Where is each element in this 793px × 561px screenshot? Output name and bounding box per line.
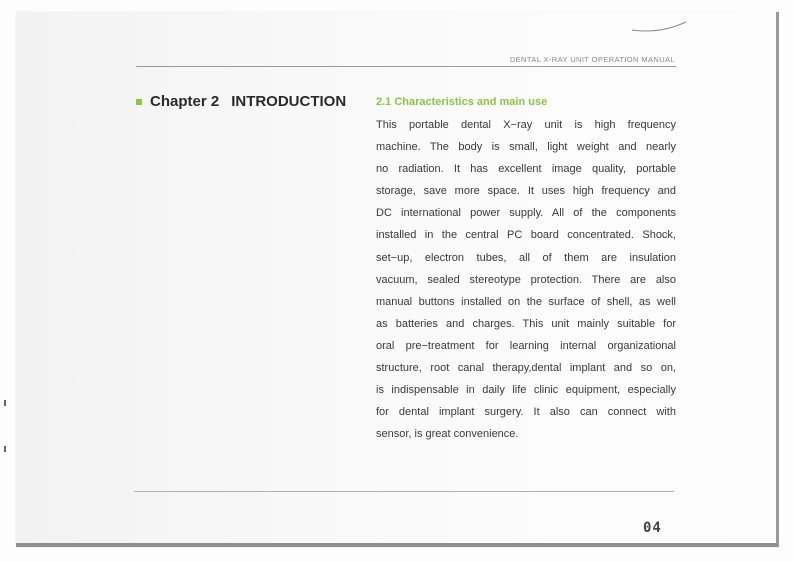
body-line: is indispensable in daily life clinic equipment, especially — [376, 384, 676, 397]
section-body — [376, 114, 676, 445]
section-title: 2.1 Characteristics and main use — [376, 96, 548, 108]
chapter-heading — [136, 93, 346, 110]
chapter-bullet-icon — [136, 99, 142, 105]
body-line: sensor, is great convenience. — [376, 428, 519, 441]
chapter-title: INTRODUCTION — [231, 93, 347, 110]
body-line: manual buttons installed on the surface of shell, as well — [376, 295, 676, 308]
body-line: set−up, electron tubes, all of them are insulation — [376, 251, 676, 264]
body-line: storage, save more space. It uses high frequency and — [376, 185, 676, 198]
body-line: structure, root canal therapy,dental implant and so on, — [376, 362, 676, 375]
footer-rule — [134, 491, 674, 492]
body-line: This portable dental X−ray unit is high frequency — [376, 119, 676, 131]
body-line: vacuum, sealed stereotype protection. There are also — [376, 273, 676, 286]
body-line: no radiation. It has excellent image quality, portable — [376, 163, 676, 176]
header-rule — [136, 66, 676, 67]
header-title: DENTAL X-RAY UNIT OPERATION MANUAL — [509, 55, 675, 64]
scan-margin-mark — [4, 446, 6, 452]
page-edge-bottom — [16, 543, 778, 547]
page-curl-mark — [630, 14, 690, 34]
chapter-number: Chapter 2 — [150, 93, 220, 110]
body-line: as batteries and charges. This unit mainly suitable for — [376, 317, 676, 330]
scan-margin-mark — [4, 400, 6, 406]
body-line: oral pre−treatment for learning internal organizational — [376, 339, 676, 352]
page-number: 04 — [643, 520, 662, 536]
body-line: machine. The body is small, light weight and nearly — [376, 141, 676, 154]
body-line: installed in the central PC board concentrated. Shock, — [376, 229, 676, 242]
body-line: for dental implant surgery. It also can connect with — [376, 406, 676, 419]
page-edge-right — [776, 12, 779, 547]
body-line: DC international power supply. All of the components — [376, 207, 676, 220]
